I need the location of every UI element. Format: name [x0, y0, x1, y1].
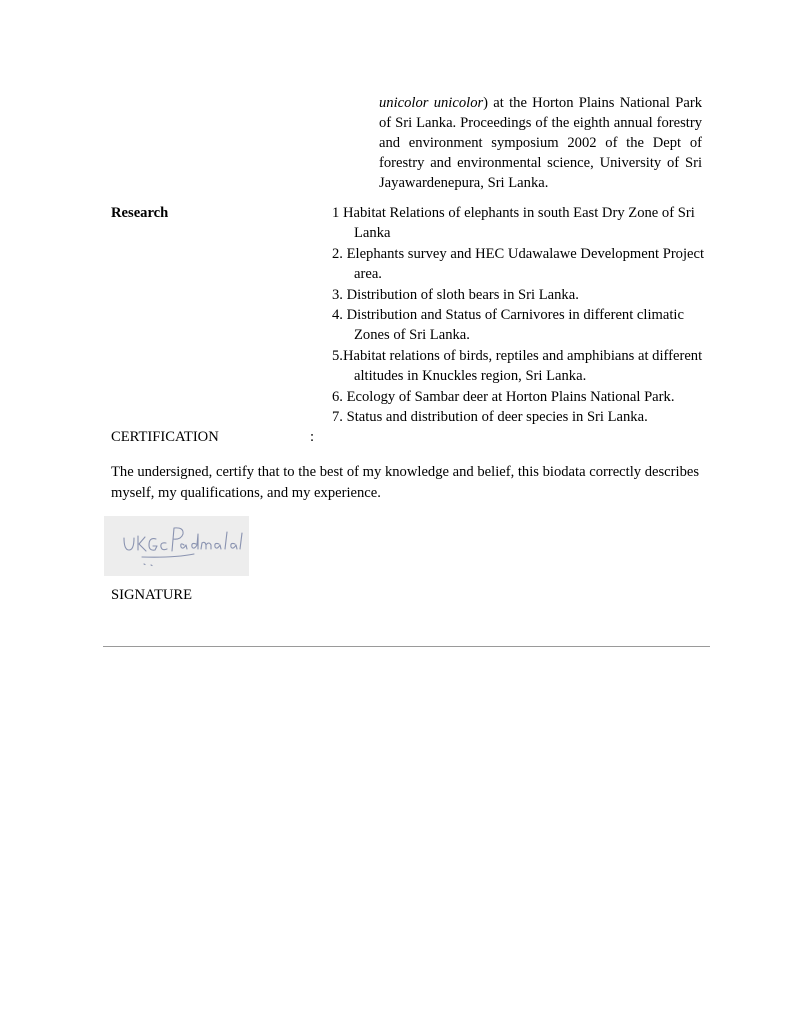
research-list [332, 203, 712, 427]
research-item: 2. Elephants survey and HEC Udawalawe Development Project area. [332, 245, 705, 283]
publication-citation: ) at the Horton Plains National Park of Sri Lanka. Proceedings of the eighth annual forestry and environment symposium 2002 of the Dept of forestry and environmental science, University of Sri Jayawardenepura, Sri Lanka. [379, 95, 702, 191]
research-heading: Research [111, 205, 169, 221]
signature-label: SIGNATURE [111, 587, 193, 603]
certification-statement: The undersigned, certify that to the best of my knowledge and belief, this biodata correctly describes myself, my qualifications, and my experience. [111, 464, 700, 501]
footer-divider [103, 646, 710, 647]
research-item: 1 Habitat Relations of elephants in south East Dry Zone of Sri Lanka [332, 205, 695, 242]
research-item: 6. Ecology of Sambar deer at Horton Plains National Park. [332, 388, 675, 405]
research-item: 5.Habitat relations of birds, reptiles and amphibians at different altitudes in Knuckles region, Sri Lanka. [332, 347, 703, 385]
handwritten-signature-icon [104, 516, 249, 576]
publication-entry [379, 93, 702, 193]
research-item: 7. Status and distribution of deer species in Sri Lanka. [332, 409, 648, 426]
publication-species-name: unicolor unicolor [379, 95, 484, 111]
signature-image [104, 516, 249, 576]
research-item: 4. Distribution and Status of Carnivores in different climatic Zones of Sri Lanka. [332, 307, 684, 344]
certification-colon: : [310, 429, 315, 445]
research-item: 3. Distribution of sloth bears in Sri Lanka. [332, 286, 579, 303]
certification-heading: CERTIFICATION [111, 429, 219, 445]
